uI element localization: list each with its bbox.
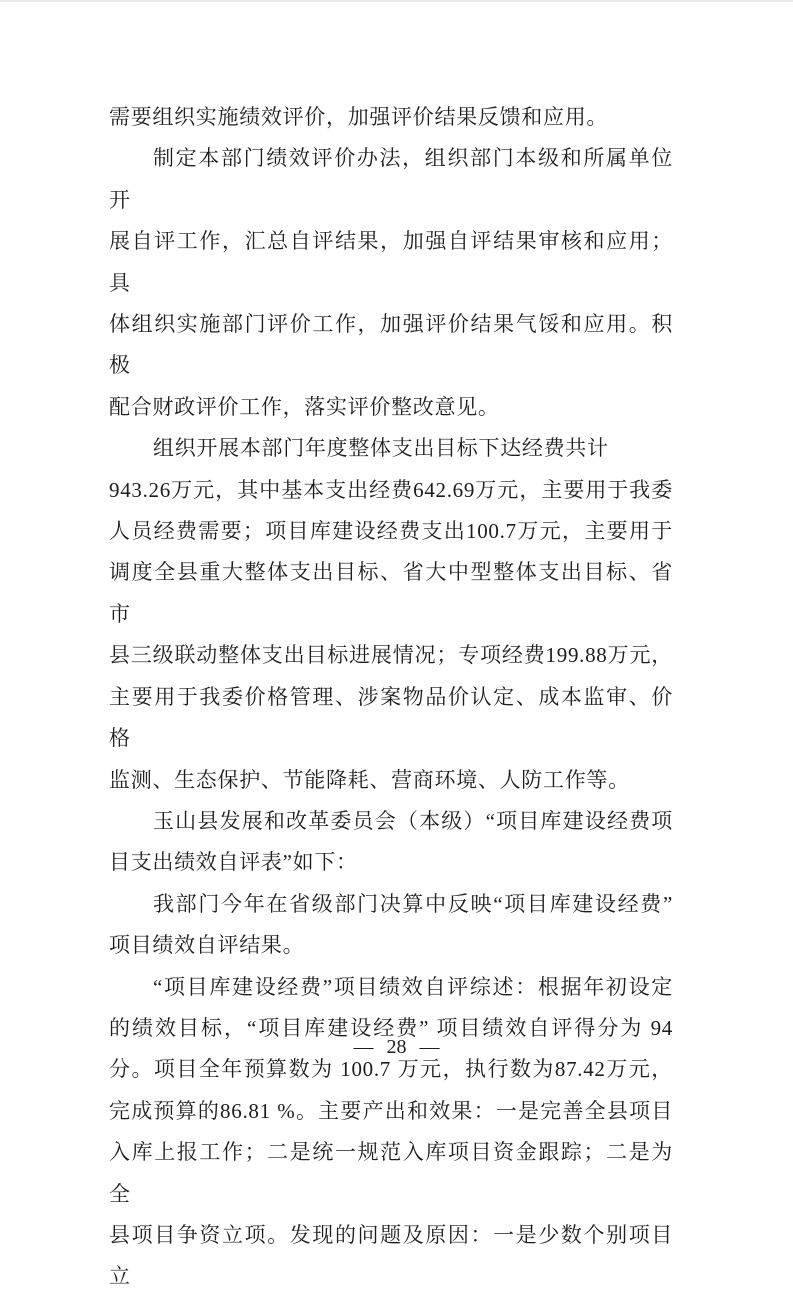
- text-line: 调度全县重大整体支出目标、省大中型整体支出目标、省市: [109, 560, 673, 626]
- text-line: 人员经费需要；项目库建设经费支出100.7万元，主要用于: [109, 519, 673, 544]
- footer-dash-right: —: [419, 1036, 440, 1058]
- text-line: 分。项目全年预算数为 100.7 万元，执行数为87.42万元，: [109, 1057, 673, 1082]
- text-line: 项目绩效自评结果。: [109, 933, 305, 958]
- text-line: 我部门今年在省级部门决算中反映“项目库建设经费”: [153, 891, 673, 916]
- text-line: 制定本部门绩效评价办法，组织部门本级和所属单位开: [109, 146, 673, 212]
- footer-dash-left: —: [353, 1036, 374, 1058]
- text-line: 展自评工作，汇总自评结果，加强自评结果审核和应用；具: [109, 229, 673, 295]
- document-body: [109, 97, 673, 1298]
- text-line: 主要用于我委价格管理、涉案物品价认定、成本监审、价格: [109, 684, 673, 751]
- text-line: 玉山县发展和改革委员会（本级）“项目库建设经费项: [153, 808, 673, 833]
- text-line: 体组织实施部门评价工作，加强评价结果气馁和应用。积极: [109, 312, 673, 378]
- text-line: 组织开展本部门年度整体支出目标下达经费共计: [153, 436, 609, 461]
- text-line: “项目库建设经费”项目绩效自评综述：根据年初设定: [153, 974, 673, 999]
- text-line: 入库上报工作；二是统一规范入库项目资金跟踪；二是为全: [109, 1140, 673, 1206]
- text-line: 目支出绩效自评表”如下：: [109, 850, 358, 875]
- text-line: 需要组织实施绩效评价，加强评价结果反馈和应用。: [109, 105, 609, 129]
- text-line: 监测、生态保护、节能降耗、营商环境、人防工作等。: [109, 767, 630, 792]
- text-line: 配合财政评价工作，落实评价整改意见。: [109, 394, 500, 419]
- text-line: 的绩效目标，“项目库建设经费” 项目绩效自评得分为 94: [109, 1015, 673, 1040]
- text-line: 完成预算的86.81 %。主要产出和效果：一是完善全县项目: [109, 1098, 673, 1123]
- text-line: 县项目争资立项。发现的问题及原因：一是少数个别项目立: [109, 1222, 673, 1289]
- page-footer: [0, 1036, 793, 1059]
- text-line: 943.26万元，其中基本支出经费642.69万元，主要用于我委: [109, 477, 673, 502]
- text-line: 县三级联动整体支出目标进展情况；专项经费199.88万元，: [109, 643, 673, 668]
- page-number: 28: [386, 1036, 407, 1058]
